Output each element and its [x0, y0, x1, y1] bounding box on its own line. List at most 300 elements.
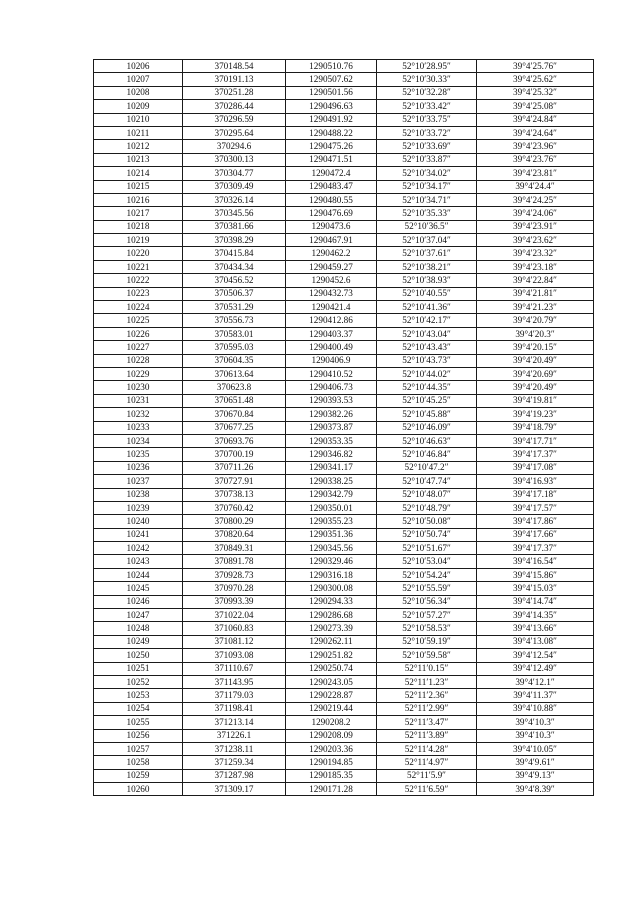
y-coordinate-cell: 1290355.23	[286, 515, 377, 528]
table-row	[94, 461, 594, 474]
point-number-cell: 10225	[94, 314, 183, 327]
y-coordinate-cell: 1290472.4	[286, 167, 377, 180]
x-coordinate-cell: 371287.98	[183, 769, 286, 782]
table-row	[94, 421, 594, 434]
x-coordinate-cell: 370296.59	[183, 113, 286, 126]
x-coordinate-cell: 370381.66	[183, 220, 286, 233]
coordinates-table	[93, 59, 594, 796]
x-coordinate-cell: 370623.8	[183, 381, 286, 394]
x-coordinate-cell: 371198.41	[183, 702, 286, 715]
x-coordinate-cell: 371022.04	[183, 609, 286, 622]
x-coordinate-cell: 370531.29	[183, 301, 286, 314]
point-number-cell: 10240	[94, 515, 183, 528]
longitude-cell: 39°4′17.66″	[477, 528, 594, 541]
y-coordinate-cell: 1290208.2	[286, 716, 377, 729]
latitude-cell: 52°10′56.34″	[377, 595, 477, 608]
point-number-cell: 10208	[94, 86, 183, 99]
point-number-cell: 10223	[94, 287, 183, 300]
point-number-cell: 10249	[94, 635, 183, 648]
latitude-cell: 52°10′59.19″	[377, 635, 477, 648]
point-number-cell: 10209	[94, 100, 183, 113]
x-coordinate-cell: 370613.64	[183, 367, 286, 380]
x-coordinate-cell: 371060.83	[183, 622, 286, 635]
y-coordinate-cell: 1290483.47	[286, 180, 377, 193]
y-coordinate-cell: 1290406.73	[286, 381, 377, 394]
y-coordinate-cell: 1290412.86	[286, 314, 377, 327]
y-coordinate-cell: 1290467.91	[286, 234, 377, 247]
y-coordinate-cell: 1290373.87	[286, 421, 377, 434]
latitude-cell: 52°10′42.17″	[377, 314, 477, 327]
point-number-cell: 10210	[94, 113, 183, 126]
table-row	[94, 568, 594, 581]
point-number-cell: 10246	[94, 595, 183, 608]
latitude-cell: 52°10′33.69″	[377, 140, 477, 153]
table-row	[94, 675, 594, 688]
latitude-cell: 52°10′33.42″	[377, 100, 477, 113]
longitude-cell: 39°4′25.08″	[477, 100, 594, 113]
y-coordinate-cell: 1290410.52	[286, 367, 377, 380]
longitude-cell: 39°4′9.13″	[477, 769, 594, 782]
x-coordinate-cell: 370345.56	[183, 207, 286, 220]
point-number-cell: 10224	[94, 301, 183, 314]
point-number-cell: 10256	[94, 729, 183, 742]
y-coordinate-cell: 1290294.33	[286, 595, 377, 608]
latitude-cell: 52°10′44.02″	[377, 367, 477, 380]
longitude-cell: 39°4′13.66″	[477, 622, 594, 635]
longitude-cell: 39°4′23.18″	[477, 260, 594, 273]
point-number-cell: 10229	[94, 367, 183, 380]
y-coordinate-cell: 1290462.2	[286, 247, 377, 260]
latitude-cell: 52°10′47.2″	[377, 461, 477, 474]
longitude-cell: 39°4′23.32″	[477, 247, 594, 260]
table-row	[94, 662, 594, 675]
point-number-cell: 10237	[94, 475, 183, 488]
point-number-cell: 10216	[94, 193, 183, 206]
table-row	[94, 555, 594, 568]
latitude-cell: 52°10′40.55″	[377, 287, 477, 300]
table-row	[94, 582, 594, 595]
x-coordinate-cell: 370849.31	[183, 542, 286, 555]
y-coordinate-cell: 1290185.35	[286, 769, 377, 782]
table-row	[94, 260, 594, 273]
y-coordinate-cell: 1290208.09	[286, 729, 377, 742]
table-row	[94, 702, 594, 715]
longitude-cell: 39°4′25.62″	[477, 73, 594, 86]
point-number-cell: 10217	[94, 207, 183, 220]
latitude-cell: 52°10′59.58″	[377, 649, 477, 662]
table-row	[94, 742, 594, 755]
latitude-cell: 52°10′46.84″	[377, 448, 477, 461]
x-coordinate-cell: 370891.78	[183, 555, 286, 568]
latitude-cell: 52°10′47.74″	[377, 475, 477, 488]
y-coordinate-cell: 1290250.74	[286, 662, 377, 675]
point-number-cell: 10221	[94, 260, 183, 273]
point-number-cell: 10238	[94, 488, 183, 501]
longitude-cell: 39°4′25.76″	[477, 60, 594, 73]
table-row	[94, 167, 594, 180]
longitude-cell: 39°4′24.4″	[477, 180, 594, 193]
y-coordinate-cell: 1290228.87	[286, 689, 377, 702]
table-row	[94, 756, 594, 769]
x-coordinate-cell: 370326.14	[183, 193, 286, 206]
latitude-cell: 52°10′50.08″	[377, 515, 477, 528]
latitude-cell: 52°10′43.73″	[377, 354, 477, 367]
coordinates-table-body	[94, 60, 594, 796]
y-coordinate-cell: 1290475.26	[286, 140, 377, 153]
table-row	[94, 113, 594, 126]
y-coordinate-cell: 1290346.82	[286, 448, 377, 461]
y-coordinate-cell: 1290262.11	[286, 635, 377, 648]
x-coordinate-cell: 370415.84	[183, 247, 286, 260]
y-coordinate-cell: 1290393.53	[286, 394, 377, 407]
point-number-cell: 10212	[94, 140, 183, 153]
longitude-cell: 39°4′15.86″	[477, 568, 594, 581]
longitude-cell: 39°4′17.86″	[477, 515, 594, 528]
table-row	[94, 729, 594, 742]
y-coordinate-cell: 1290496.63	[286, 100, 377, 113]
point-number-cell: 10243	[94, 555, 183, 568]
table-row	[94, 314, 594, 327]
point-number-cell: 10231	[94, 394, 183, 407]
x-coordinate-cell: 370738.13	[183, 488, 286, 501]
longitude-cell: 39°4′20.79″	[477, 314, 594, 327]
point-number-cell: 10222	[94, 274, 183, 287]
latitude-cell: 52°11′4.97″	[377, 756, 477, 769]
x-coordinate-cell: 370700.19	[183, 448, 286, 461]
latitude-cell: 52°10′45.25″	[377, 394, 477, 407]
point-number-cell: 10257	[94, 742, 183, 755]
y-coordinate-cell: 1290501.56	[286, 86, 377, 99]
longitude-cell: 39°4′19.81″	[477, 394, 594, 407]
table-row	[94, 408, 594, 421]
table-row	[94, 274, 594, 287]
table-row	[94, 354, 594, 367]
longitude-cell: 39°4′20.15″	[477, 341, 594, 354]
point-number-cell: 10228	[94, 354, 183, 367]
x-coordinate-cell: 370456.52	[183, 274, 286, 287]
longitude-cell: 39°4′10.3″	[477, 716, 594, 729]
longitude-cell: 39°4′16.54″	[477, 555, 594, 568]
table-row	[94, 73, 594, 86]
latitude-cell: 52°10′28.95″	[377, 60, 477, 73]
x-coordinate-cell: 370800.29	[183, 515, 286, 528]
x-coordinate-cell: 370506.37	[183, 287, 286, 300]
longitude-cell: 39°4′20.49″	[477, 354, 594, 367]
point-number-cell: 10235	[94, 448, 183, 461]
latitude-cell: 52°10′58.53″	[377, 622, 477, 635]
y-coordinate-cell: 1290353.35	[286, 434, 377, 447]
point-number-cell: 10236	[94, 461, 183, 474]
x-coordinate-cell: 370727.91	[183, 475, 286, 488]
longitude-cell: 39°4′17.57″	[477, 501, 594, 514]
latitude-cell: 52°10′33.72″	[377, 126, 477, 139]
y-coordinate-cell: 1290510.76	[286, 60, 377, 73]
x-coordinate-cell: 370928.73	[183, 568, 286, 581]
y-coordinate-cell: 1290473.6	[286, 220, 377, 233]
table-row	[94, 100, 594, 113]
longitude-cell: 39°4′14.35″	[477, 609, 594, 622]
table-row	[94, 60, 594, 73]
longitude-cell: 39°4′18.79″	[477, 421, 594, 434]
table-row	[94, 622, 594, 635]
point-number-cell: 10259	[94, 769, 183, 782]
longitude-cell: 39°4′19.23″	[477, 408, 594, 421]
table-row	[94, 207, 594, 220]
x-coordinate-cell: 370970.28	[183, 582, 286, 595]
latitude-cell: 52°11′5.9″	[377, 769, 477, 782]
point-number-cell: 10251	[94, 662, 183, 675]
longitude-cell: 39°4′24.64″	[477, 126, 594, 139]
point-number-cell: 10207	[94, 73, 183, 86]
longitude-cell: 39°4′15.03″	[477, 582, 594, 595]
table-row	[94, 381, 594, 394]
latitude-cell: 52°10′43.43″	[377, 341, 477, 354]
longitude-cell: 39°4′13.08″	[477, 635, 594, 648]
latitude-cell: 52°10′37.04″	[377, 234, 477, 247]
longitude-cell: 39°4′17.18″	[477, 488, 594, 501]
point-number-cell: 10253	[94, 689, 183, 702]
x-coordinate-cell: 370294.6	[183, 140, 286, 153]
longitude-cell: 39°4′11.37″	[477, 689, 594, 702]
table-row	[94, 193, 594, 206]
longitude-cell: 39°4′9.61″	[477, 756, 594, 769]
table-row	[94, 220, 594, 233]
point-number-cell: 10258	[94, 756, 183, 769]
longitude-cell: 39°4′22.84″	[477, 274, 594, 287]
table-row	[94, 488, 594, 501]
y-coordinate-cell: 1290471.51	[286, 153, 377, 166]
latitude-cell: 52°10′41.36″	[377, 301, 477, 314]
x-coordinate-cell: 370651.48	[183, 394, 286, 407]
x-coordinate-cell: 371309.17	[183, 783, 286, 796]
y-coordinate-cell: 1290300.08	[286, 582, 377, 595]
latitude-cell: 52°10′34.17″	[377, 180, 477, 193]
y-coordinate-cell: 1290338.25	[286, 475, 377, 488]
y-coordinate-cell: 1290351.36	[286, 528, 377, 541]
x-coordinate-cell: 370556.73	[183, 314, 286, 327]
x-coordinate-cell: 371213.14	[183, 716, 286, 729]
point-number-cell: 10211	[94, 126, 183, 139]
latitude-cell: 52°10′57.27″	[377, 609, 477, 622]
x-coordinate-cell: 370148.54	[183, 60, 286, 73]
y-coordinate-cell: 1290452.6	[286, 274, 377, 287]
y-coordinate-cell: 1290316.18	[286, 568, 377, 581]
latitude-cell: 52°11′2.99″	[377, 702, 477, 715]
latitude-cell: 52°10′30.33″	[377, 73, 477, 86]
latitude-cell: 52°10′46.09″	[377, 421, 477, 434]
x-coordinate-cell: 370304.77	[183, 167, 286, 180]
table-row	[94, 180, 594, 193]
point-number-cell: 10234	[94, 434, 183, 447]
point-number-cell: 10218	[94, 220, 183, 233]
table-row	[94, 394, 594, 407]
table-row	[94, 515, 594, 528]
longitude-cell: 39°4′20.3″	[477, 327, 594, 340]
point-number-cell: 10230	[94, 381, 183, 394]
latitude-cell: 52°10′53.04″	[377, 555, 477, 568]
longitude-cell: 39°4′17.08″	[477, 461, 594, 474]
point-number-cell: 10245	[94, 582, 183, 595]
longitude-cell: 39°4′23.62″	[477, 234, 594, 247]
x-coordinate-cell: 370434.34	[183, 260, 286, 273]
point-number-cell: 10227	[94, 341, 183, 354]
longitude-cell: 39°4′12.49″	[477, 662, 594, 675]
longitude-cell: 39°4′12.54″	[477, 649, 594, 662]
longitude-cell: 39°4′10.3″	[477, 729, 594, 742]
longitude-cell: 39°4′24.25″	[477, 193, 594, 206]
point-number-cell: 10247	[94, 609, 183, 622]
table-row	[94, 86, 594, 99]
x-coordinate-cell: 370286.44	[183, 100, 286, 113]
x-coordinate-cell: 371093.08	[183, 649, 286, 662]
latitude-cell: 52°10′34.02″	[377, 167, 477, 180]
longitude-cell: 39°4′17.37″	[477, 542, 594, 555]
table-row	[94, 327, 594, 340]
y-coordinate-cell: 1290350.01	[286, 501, 377, 514]
y-coordinate-cell: 1290459.27	[286, 260, 377, 273]
y-coordinate-cell: 1290421.4	[286, 301, 377, 314]
longitude-cell: 39°4′23.91″	[477, 220, 594, 233]
point-number-cell: 10242	[94, 542, 183, 555]
table-row	[94, 595, 594, 608]
point-number-cell: 10260	[94, 783, 183, 796]
y-coordinate-cell: 1290171.28	[286, 783, 377, 796]
longitude-cell: 39°4′23.81″	[477, 167, 594, 180]
point-number-cell: 10255	[94, 716, 183, 729]
table-row	[94, 635, 594, 648]
y-coordinate-cell: 1290406.9	[286, 354, 377, 367]
x-coordinate-cell: 370595.03	[183, 341, 286, 354]
y-coordinate-cell: 1290488.22	[286, 126, 377, 139]
latitude-cell: 52°10′51.67″	[377, 542, 477, 555]
x-coordinate-cell: 370993.39	[183, 595, 286, 608]
latitude-cell: 52°11′0.15″	[377, 662, 477, 675]
y-coordinate-cell: 1290251.82	[286, 649, 377, 662]
y-coordinate-cell: 1290476.69	[286, 207, 377, 220]
longitude-cell: 39°4′25.32″	[477, 86, 594, 99]
x-coordinate-cell: 370583.01	[183, 327, 286, 340]
y-coordinate-cell: 1290219.44	[286, 702, 377, 715]
x-coordinate-cell: 370760.42	[183, 501, 286, 514]
latitude-cell: 52°10′48.07″	[377, 488, 477, 501]
table-row	[94, 126, 594, 139]
x-coordinate-cell: 370300.13	[183, 153, 286, 166]
latitude-cell: 52°11′3.89″	[377, 729, 477, 742]
longitude-cell: 39°4′17.37″	[477, 448, 594, 461]
longitude-cell: 39°4′12.1″	[477, 675, 594, 688]
latitude-cell: 52°10′54.24″	[377, 568, 477, 581]
y-coordinate-cell: 1290342.79	[286, 488, 377, 501]
x-coordinate-cell: 370693.76	[183, 434, 286, 447]
point-number-cell: 10244	[94, 568, 183, 581]
point-number-cell: 10215	[94, 180, 183, 193]
latitude-cell: 52°10′33.75″	[377, 113, 477, 126]
latitude-cell: 52°11′1.23″	[377, 675, 477, 688]
y-coordinate-cell: 1290400.49	[286, 341, 377, 354]
x-coordinate-cell: 370309.49	[183, 180, 286, 193]
y-coordinate-cell: 1290403.37	[286, 327, 377, 340]
table-row	[94, 341, 594, 354]
longitude-cell: 39°4′23.96″	[477, 140, 594, 153]
latitude-cell: 52°10′35.33″	[377, 207, 477, 220]
latitude-cell: 52°10′46.63″	[377, 434, 477, 447]
x-coordinate-cell: 370677.25	[183, 421, 286, 434]
x-coordinate-cell: 371238.11	[183, 742, 286, 755]
table-row	[94, 367, 594, 380]
latitude-cell: 52°11′2.36″	[377, 689, 477, 702]
y-coordinate-cell: 1290345.56	[286, 542, 377, 555]
latitude-cell: 52°11′3.47″	[377, 716, 477, 729]
x-coordinate-cell: 371226.1	[183, 729, 286, 742]
table-row	[94, 301, 594, 314]
y-coordinate-cell: 1290480.55	[286, 193, 377, 206]
y-coordinate-cell: 1290491.92	[286, 113, 377, 126]
point-number-cell: 10226	[94, 327, 183, 340]
table-row	[94, 716, 594, 729]
latitude-cell: 52°10′33.87″	[377, 153, 477, 166]
longitude-cell: 39°4′20.49″	[477, 381, 594, 394]
longitude-cell: 39°4′8.39″	[477, 783, 594, 796]
longitude-cell: 39°4′24.84″	[477, 113, 594, 126]
table-row	[94, 287, 594, 300]
table-row	[94, 153, 594, 166]
latitude-cell: 52°10′43.04″	[377, 327, 477, 340]
x-coordinate-cell: 370711.26	[183, 461, 286, 474]
longitude-cell: 39°4′23.76″	[477, 153, 594, 166]
x-coordinate-cell: 371081.12	[183, 635, 286, 648]
latitude-cell: 52°10′55.59″	[377, 582, 477, 595]
table-row	[94, 649, 594, 662]
table-row	[94, 501, 594, 514]
x-coordinate-cell: 370670.84	[183, 408, 286, 421]
latitude-cell: 52°10′37.61″	[377, 247, 477, 260]
x-coordinate-cell: 370191.13	[183, 73, 286, 86]
y-coordinate-cell: 1290243.05	[286, 675, 377, 688]
x-coordinate-cell: 371143.95	[183, 675, 286, 688]
y-coordinate-cell: 1290507.62	[286, 73, 377, 86]
latitude-cell: 52°10′45.88″	[377, 408, 477, 421]
table-row	[94, 769, 594, 782]
point-number-cell: 10220	[94, 247, 183, 260]
point-number-cell: 10219	[94, 234, 183, 247]
table-row	[94, 434, 594, 447]
y-coordinate-cell: 1290341.17	[286, 461, 377, 474]
y-coordinate-cell: 1290286.68	[286, 609, 377, 622]
point-number-cell: 10214	[94, 167, 183, 180]
table-row	[94, 247, 594, 260]
x-coordinate-cell: 371110.67	[183, 662, 286, 675]
table-row	[94, 689, 594, 702]
point-number-cell: 10239	[94, 501, 183, 514]
x-coordinate-cell: 370251.28	[183, 86, 286, 99]
longitude-cell: 39°4′20.69″	[477, 367, 594, 380]
longitude-cell: 39°4′17.71″	[477, 434, 594, 447]
latitude-cell: 52°10′34.71″	[377, 193, 477, 206]
latitude-cell: 52°10′36.5″	[377, 220, 477, 233]
y-coordinate-cell: 1290273.39	[286, 622, 377, 635]
longitude-cell: 39°4′21.81″	[477, 287, 594, 300]
longitude-cell: 39°4′16.93″	[477, 475, 594, 488]
table-row	[94, 140, 594, 153]
y-coordinate-cell: 1290203.36	[286, 742, 377, 755]
table-row	[94, 234, 594, 247]
y-coordinate-cell: 1290382.26	[286, 408, 377, 421]
table-row	[94, 475, 594, 488]
x-coordinate-cell: 370604.35	[183, 354, 286, 367]
point-number-cell: 10254	[94, 702, 183, 715]
latitude-cell: 52°10′32.28″	[377, 86, 477, 99]
longitude-cell: 39°4′10.05″	[477, 742, 594, 755]
